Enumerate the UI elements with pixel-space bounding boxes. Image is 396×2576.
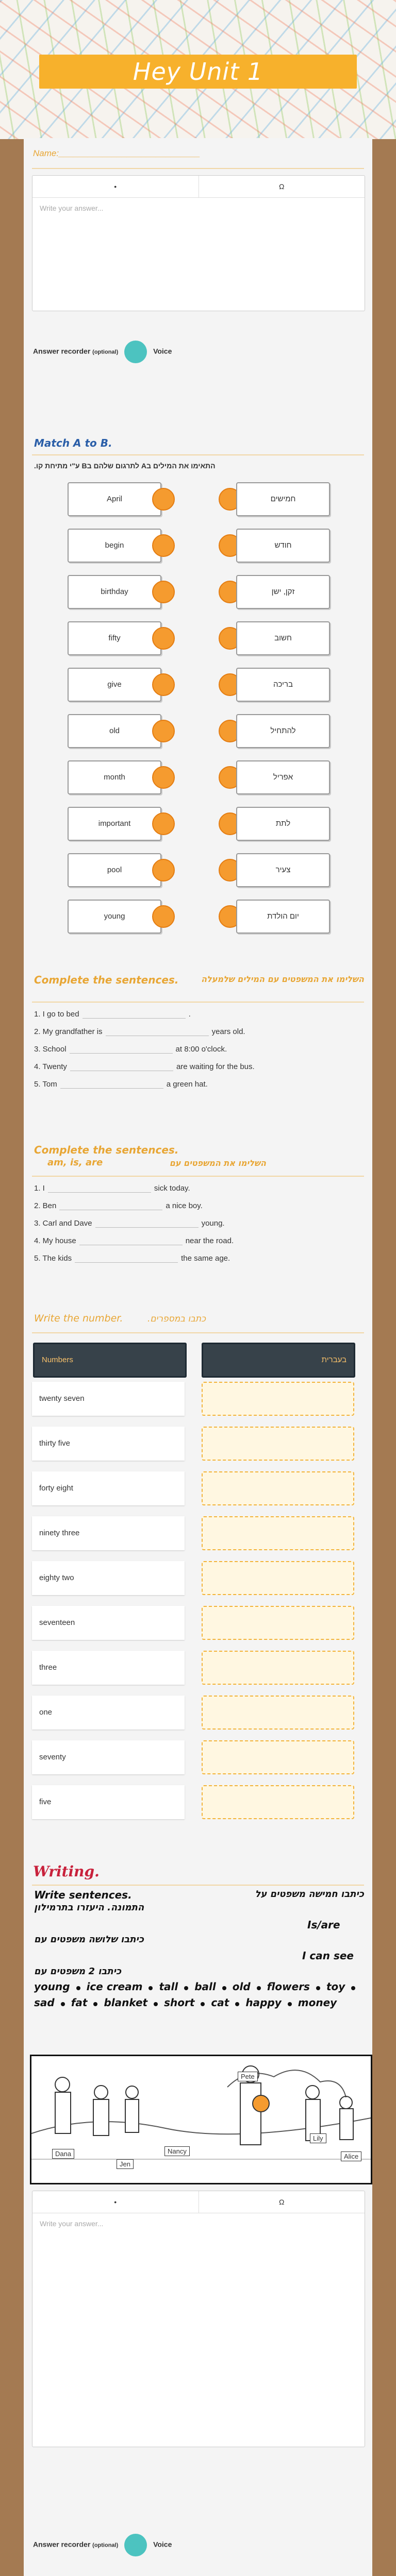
bullet-separator xyxy=(316,1986,320,1990)
sentence-start: 5. Tom xyxy=(34,1080,57,1089)
sentence-row xyxy=(34,1010,255,1027)
match-item-a[interactable]: begin xyxy=(68,529,161,563)
match-dot-a[interactable] xyxy=(152,581,175,603)
complete1-hebrew: השלימו את המשפטים עם המילים שלמעלה xyxy=(201,974,364,984)
bullet-button[interactable]: • xyxy=(114,182,117,191)
sentence-row xyxy=(34,1027,255,1045)
number-word-cell: thirty five xyxy=(32,1427,185,1461)
sentence-row xyxy=(34,1080,255,1097)
answer-blank[interactable] xyxy=(70,1045,173,1054)
recorder-label: Answer recorder xyxy=(33,2540,91,2549)
match-item-b[interactable]: חשוב xyxy=(236,621,330,655)
match-item-a[interactable]: April xyxy=(68,482,161,516)
bullet-separator xyxy=(288,2002,292,2006)
answer-input[interactable]: Write your answer... xyxy=(40,2219,104,2228)
match-dot-a[interactable] xyxy=(152,720,175,742)
answer-blank[interactable] xyxy=(79,1237,183,1245)
sentence-start: 2. Ben xyxy=(34,1201,57,1210)
sentence-end: a green hat. xyxy=(166,1080,208,1089)
match-item-b[interactable]: בריכה xyxy=(236,668,330,702)
sentence-row xyxy=(34,1219,234,1236)
picture-label: Pete xyxy=(238,2072,258,2081)
sentence-start: 5. The kids xyxy=(34,1254,72,1263)
picture-label: Dana xyxy=(52,2149,74,2159)
sentence-start: 2. My grandfather is xyxy=(34,1027,103,1036)
number-drop-target[interactable] xyxy=(202,1427,354,1461)
match-item-b[interactable]: חודש xyxy=(236,529,330,563)
sentence-row xyxy=(34,1184,234,1201)
match-dot-a[interactable] xyxy=(152,859,175,882)
recorder-optional: (optional) xyxy=(92,2542,119,2549)
bullet-button[interactable]: • xyxy=(114,2198,117,2206)
divider xyxy=(32,168,364,169)
answer-toolbar xyxy=(32,2191,365,2213)
word-bank-item: ice cream xyxy=(86,1980,143,1993)
answer-toolbar xyxy=(32,176,365,198)
number-word-cell: eighty two xyxy=(32,1561,185,1595)
divider xyxy=(32,1002,364,1003)
sentence-start: 3. Carl and Dave xyxy=(34,1219,92,1228)
bullet-separator xyxy=(61,2002,65,2006)
bullet-separator xyxy=(351,1986,355,1990)
sentence-end: at 8:00 o'clock. xyxy=(175,1045,227,1054)
sentence-end: years old. xyxy=(211,1027,245,1036)
word-bank-item: ball xyxy=(194,1980,216,1993)
picture-label: Alice xyxy=(341,2151,361,2161)
answer-box-1[interactable] xyxy=(32,175,365,311)
bullet-separator xyxy=(201,2002,205,2006)
number-word-cell: ninety three xyxy=(32,1516,185,1550)
answer-blank[interactable] xyxy=(106,1028,209,1036)
divider xyxy=(32,454,364,455)
special-char-button[interactable]: Ω xyxy=(199,2191,365,2213)
match-item-a[interactable]: birthday xyxy=(68,575,161,609)
match-item-b[interactable]: אפריל xyxy=(236,760,330,794)
word-bank-item: sad xyxy=(34,1996,55,2009)
sentence-row xyxy=(34,1201,234,1219)
sentence-start: 3. School xyxy=(34,1045,67,1054)
match-item-b[interactable]: יום הולדת xyxy=(236,900,330,934)
bullet-separator xyxy=(235,2002,239,2006)
match-item-a[interactable]: old xyxy=(68,714,161,748)
complete2-list xyxy=(34,1184,234,1272)
match-item-b[interactable]: חמישים xyxy=(236,482,330,516)
number-word-cell: twenty seven xyxy=(32,1382,185,1416)
answer-blank[interactable] xyxy=(95,1219,199,1228)
complete1-title: Complete the sentences. xyxy=(34,974,179,986)
match-dot-a[interactable] xyxy=(152,905,175,928)
match-dot-a[interactable] xyxy=(152,812,175,835)
numbers-title: Write the number. xyxy=(34,1313,123,1324)
match-dot-a[interactable] xyxy=(152,534,175,557)
number-drop-target[interactable] xyxy=(202,1471,354,1505)
picture-label: Nancy xyxy=(164,2146,190,2156)
sentence-start: 1. I go to bed xyxy=(34,1010,79,1019)
match-item-b[interactable]: לתת xyxy=(236,807,330,841)
bullet-separator xyxy=(76,1986,80,1990)
word-bank-item: short xyxy=(164,1996,195,2009)
number-word-cell: one xyxy=(32,1696,185,1730)
answer-blank[interactable] xyxy=(59,1202,162,1210)
match-item-b[interactable]: צעיר xyxy=(236,853,330,887)
sentence-start: 1. I xyxy=(34,1184,45,1193)
word-bank-item: flowers xyxy=(267,1980,310,1993)
match-item-a[interactable]: young xyxy=(68,900,161,934)
number-drop-target[interactable] xyxy=(202,1696,354,1730)
numbers-grid xyxy=(24,1382,372,1835)
answer-input[interactable]: Write your answer... xyxy=(40,204,104,212)
word-bank-item: money xyxy=(298,1996,337,2009)
answer-recorder-1 xyxy=(33,341,172,363)
number-drop-target[interactable] xyxy=(202,1382,354,1416)
complete1-list xyxy=(34,1010,255,1097)
word-bank-item: happy xyxy=(245,1996,282,2009)
word-bank-item: tall xyxy=(159,1980,178,1993)
match-title: Match A to B. xyxy=(34,437,112,449)
name-label: Name:_____________________________ xyxy=(33,148,201,158)
answer-box-2[interactable] xyxy=(32,2191,365,2447)
numbers-column-header: Numbers xyxy=(33,1343,187,1378)
number-drop-target[interactable] xyxy=(202,1606,354,1640)
voice-label: Voice xyxy=(153,2540,172,2549)
picture-label: Lily xyxy=(310,2133,326,2143)
worksheet-sheet xyxy=(24,138,372,2576)
match-item-a[interactable]: fifty xyxy=(68,621,161,655)
sentence-end: . xyxy=(188,1010,191,1019)
divider xyxy=(32,1176,364,1177)
page-title: Hey Unit 1 xyxy=(133,58,263,86)
word-bank-item: young xyxy=(34,1980,70,1993)
sentence-end: the same age. xyxy=(181,1254,230,1263)
sentence-row xyxy=(34,1236,234,1254)
recorder-label: Answer recorder xyxy=(33,347,91,355)
bullet-separator xyxy=(148,1986,153,1990)
answer-blank[interactable] xyxy=(70,1063,173,1071)
word-bank-item: toy xyxy=(326,1980,345,1993)
number-drop-target[interactable] xyxy=(202,1651,354,1685)
match-item-a[interactable]: give xyxy=(68,668,161,702)
writing-line4-he: כיתבו שלושה משפטים עם xyxy=(34,1934,144,1945)
divider xyxy=(32,1332,364,1333)
writing-title: Writing. xyxy=(33,1863,100,1880)
sentence-end: young. xyxy=(201,1219,225,1228)
match-item-b[interactable]: להתחיל xyxy=(236,714,330,748)
sentence-row xyxy=(34,1062,255,1080)
numbers-hebrew: כתבו במספרים. xyxy=(147,1314,206,1324)
number-word-cell: seventy xyxy=(32,1740,185,1774)
match-item-b[interactable]: זקן, ישן xyxy=(236,575,330,609)
bullet-separator xyxy=(257,1986,261,1990)
record-button[interactable] xyxy=(124,341,147,363)
bullet-separator xyxy=(184,1986,188,1990)
match-dot-a[interactable] xyxy=(152,673,175,696)
writing-line6-he: כיתבו 2 משפטים עם xyxy=(34,1966,122,1977)
voice-label: Voice xyxy=(153,347,172,355)
number-drop-target[interactable] xyxy=(202,1740,354,1774)
complete2-words: am, is, are xyxy=(47,1157,103,1168)
match-area xyxy=(24,482,372,946)
match-instruction: התאימו את המילים בA לתרגום שלהם בB ע"י מתיחת קו. xyxy=(34,462,216,470)
writing-line1-en: Write sentences. xyxy=(34,1889,132,1901)
sentence-start: 4. Twenty xyxy=(34,1062,67,1071)
match-item-a[interactable]: pool xyxy=(68,853,161,887)
number-word-cell: forty eight xyxy=(32,1471,185,1505)
picture-label: Jen xyxy=(117,2159,134,2169)
answer-recorder-2 xyxy=(33,2534,172,2556)
complete2-title: Complete the sentences. xyxy=(34,1144,179,1156)
answer-blank[interactable] xyxy=(60,1080,163,1089)
sentence-row xyxy=(34,1045,255,1062)
special-char-button[interactable]: Ω xyxy=(199,176,365,197)
sentence-end: a nice boy. xyxy=(166,1201,203,1210)
bullet-separator xyxy=(222,1986,226,1990)
number-drop-target[interactable] xyxy=(202,1516,354,1550)
match-item-a[interactable]: important xyxy=(68,807,161,841)
word-bank xyxy=(34,1979,364,2011)
recorder-optional: (optional) xyxy=(92,349,119,355)
number-drop-target[interactable] xyxy=(202,1785,354,1819)
bullet-separator xyxy=(93,2002,97,2006)
match-dot-a[interactable] xyxy=(152,488,175,511)
sentence-end: sick today. xyxy=(154,1184,190,1193)
park-scene-illustration xyxy=(31,2056,371,2183)
sentence-start: 4. My house xyxy=(34,1236,76,1245)
sentence-row xyxy=(34,1254,234,1272)
bullet-separator xyxy=(154,2002,158,2006)
number-drop-target[interactable] xyxy=(202,1561,354,1595)
word-bank-item: old xyxy=(232,1980,251,1993)
hebrew-column-header: בעברית xyxy=(202,1343,355,1378)
sentence-end: are waiting for the bus. xyxy=(176,1062,255,1071)
record-button[interactable] xyxy=(124,2534,147,2556)
match-item-a[interactable]: month xyxy=(68,760,161,794)
answer-blank[interactable] xyxy=(75,1255,178,1263)
answer-blank[interactable] xyxy=(82,1010,186,1019)
answer-blank[interactable] xyxy=(48,1184,151,1193)
number-word-cell: five xyxy=(32,1785,185,1819)
worksheet-title-banner xyxy=(39,55,357,89)
complete2-hebrew: השלימו את המשפטים עם xyxy=(169,1158,266,1168)
writing-line3-en: Is/are xyxy=(307,1919,340,1931)
sentence-end: near the road. xyxy=(185,1236,234,1245)
number-word-cell: three xyxy=(32,1651,185,1685)
writing-line5-en: I can see xyxy=(302,1950,354,1962)
writing-line1-he: כיתבו חמישה משפטים על xyxy=(255,1889,364,1900)
picture-scene xyxy=(30,2055,372,2184)
word-bank-item: fat xyxy=(71,1996,88,2009)
divider xyxy=(32,1885,364,1886)
match-dot-a[interactable] xyxy=(152,627,175,650)
writing-line2-he: התמונה. היעזרו בתרמילון xyxy=(34,1902,144,1913)
number-word-cell: seventeen xyxy=(32,1606,185,1640)
match-dot-a[interactable] xyxy=(152,766,175,789)
word-bank-item: blanket xyxy=(104,1996,148,2009)
word-bank-item: cat xyxy=(211,1996,229,2009)
